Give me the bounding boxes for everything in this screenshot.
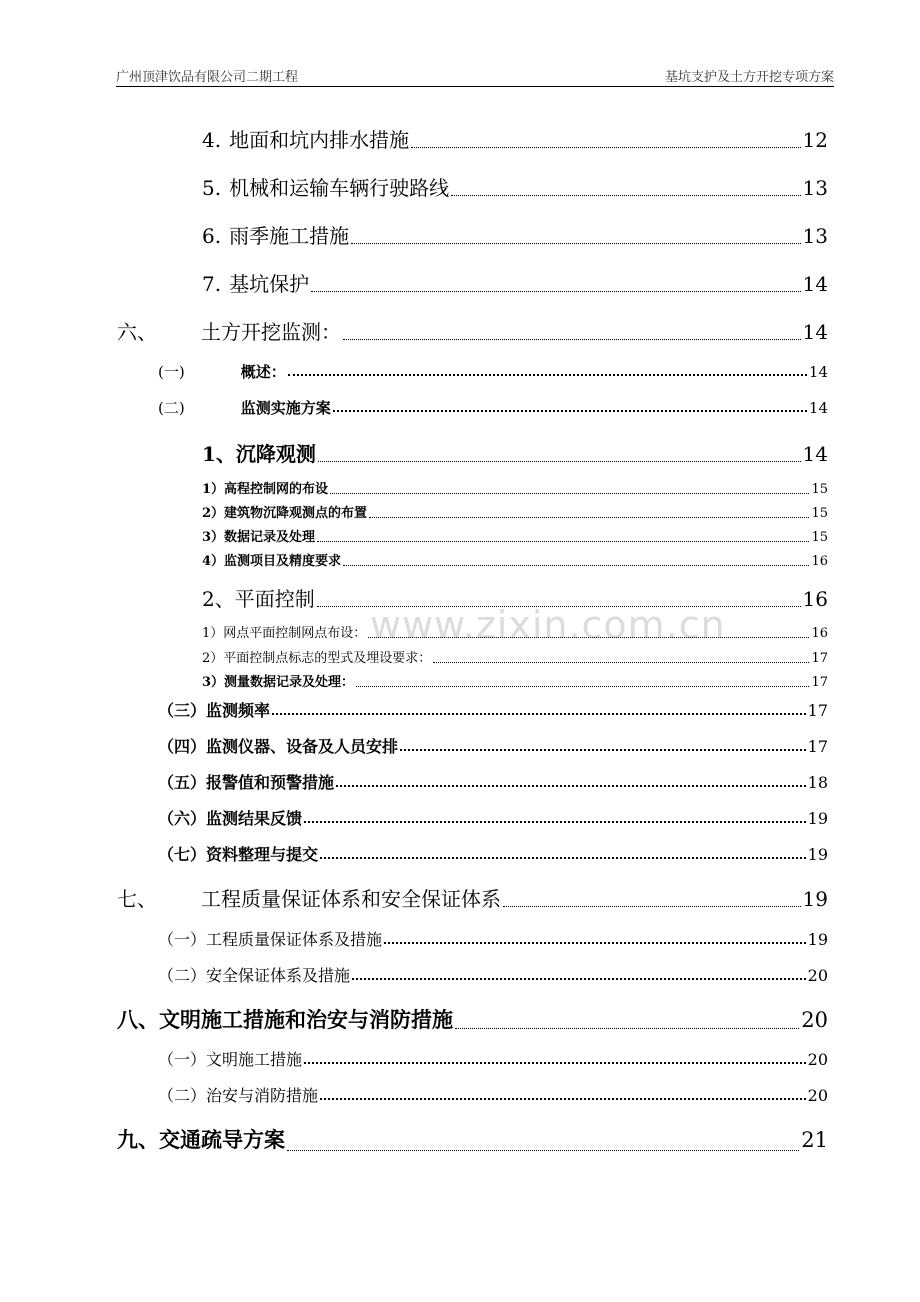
- toc-entry[interactable]: [202, 478, 828, 497]
- toc-entry[interactable]: [117, 1124, 828, 1154]
- toc-title: 建筑物沉降观测点的布置: [224, 506, 368, 521]
- toc-page-number: 15: [811, 506, 828, 521]
- toc-page-number: 15: [811, 482, 828, 497]
- toc-entry[interactable]: [158, 1047, 828, 1070]
- toc-leader: [317, 606, 801, 607]
- toc-title: 工程质量保证体系及措施: [206, 930, 383, 949]
- toc-leader: [451, 195, 800, 196]
- toc-number: 1、: [202, 442, 236, 466]
- toc-number: 七、: [117, 887, 157, 911]
- toc-entry[interactable]: [158, 1083, 828, 1106]
- toc-title: 文明施工措施: [206, 1050, 303, 1069]
- toc-entry[interactable]: [158, 397, 828, 418]
- toc-page-number: 13: [802, 224, 828, 248]
- toc-leader: [317, 541, 809, 542]
- toc-title: 网点平面控制网点布设：: [223, 626, 367, 641]
- toc-page-number: 14: [802, 442, 828, 466]
- toc-title: 报警值和预警措施: [206, 773, 335, 792]
- toc-number: 1）: [202, 482, 225, 497]
- toc-number: 1）: [202, 626, 224, 641]
- header-document-title: 基坑支护及土方开挖专项方案: [664, 70, 834, 85]
- toc-entry[interactable]: [158, 361, 828, 382]
- toc-entry[interactable]: [202, 220, 828, 249]
- toc-number: （三）: [158, 701, 207, 720]
- toc-leader: [369, 517, 809, 518]
- toc-entry[interactable]: [117, 883, 828, 912]
- toc-number: (二): [158, 399, 185, 417]
- toc-entry[interactable]: [117, 1004, 828, 1034]
- toc-number: 六、: [117, 320, 157, 344]
- toc-entry[interactable]: [158, 927, 828, 950]
- toc-entry[interactable]: [202, 172, 828, 201]
- toc-number: 九、: [117, 1127, 159, 1152]
- toc-number: （二）: [158, 1086, 207, 1105]
- toc-entry[interactable]: [202, 647, 828, 666]
- toc-number: 6.: [202, 224, 222, 248]
- toc-page-number: 16: [811, 554, 828, 569]
- toc-leader: [333, 410, 807, 412]
- toc-number: 2、: [202, 587, 235, 611]
- toc-entry[interactable]: [202, 502, 828, 521]
- toc-entry[interactable]: [202, 526, 828, 545]
- toc-entry[interactable]: [158, 734, 828, 757]
- toc-page-number: 17: [807, 701, 828, 720]
- toc-number: 3）: [202, 530, 225, 545]
- toc-page-number: 18: [807, 773, 828, 792]
- toc-title: 资料整理与提交: [206, 845, 319, 864]
- toc-leader: [400, 749, 806, 751]
- toc-entry[interactable]: [202, 622, 828, 641]
- toc-leader: [356, 686, 809, 687]
- toc-page-number: 19: [807, 930, 828, 949]
- toc-leader: [272, 713, 806, 715]
- watermark: www.zixin.com.cn: [370, 603, 726, 647]
- toc-leader: [352, 978, 806, 980]
- toc-number: 4.: [202, 128, 222, 152]
- toc-leader: [336, 785, 806, 787]
- toc-title: 平面控制点标志的型式及埋设要求：: [223, 651, 432, 666]
- toc-number: （五）: [158, 773, 207, 792]
- toc-title: 监测仪器、设备及人员安排: [206, 737, 399, 756]
- toc-number: 八、: [117, 1007, 159, 1032]
- toc-number: 3）: [202, 675, 225, 690]
- toc-title: 治安与消防措施: [206, 1086, 319, 1105]
- toc-title: 平面控制: [234, 587, 315, 611]
- toc-number: 5.: [202, 176, 222, 200]
- toc-page-number: 14: [808, 363, 828, 381]
- toc-page-number: 16: [802, 587, 828, 611]
- toc-page-number: 14: [802, 320, 828, 344]
- toc-entry[interactable]: [202, 438, 828, 467]
- toc-number: 2）: [202, 506, 225, 521]
- toc-title: 沉降观测: [235, 442, 316, 466]
- toc-title: 数据记录及处理: [224, 530, 316, 545]
- toc-entry[interactable]: [202, 671, 828, 690]
- toc-leader: [411, 147, 800, 148]
- toc-leader: [503, 906, 801, 907]
- toc-page-number: 19: [802, 887, 828, 911]
- toc-number: （一）: [158, 930, 207, 949]
- toc-entry[interactable]: [202, 550, 828, 569]
- toc-title: 地面和坑内排水措施: [229, 128, 410, 152]
- toc-leader: [288, 374, 807, 376]
- toc-title: 监测结果反馈: [206, 809, 303, 828]
- toc-leader: [384, 942, 806, 944]
- toc-page-number: 17: [807, 737, 828, 756]
- toc-entry[interactable]: [158, 770, 828, 793]
- toc-entry[interactable]: [202, 268, 828, 297]
- toc-title: 监测频率: [206, 701, 271, 720]
- toc-page-number: 12: [802, 128, 828, 152]
- toc-leader: [287, 1150, 799, 1151]
- toc-title: 工程质量保证体系和安全保证体系: [201, 887, 501, 911]
- toc-page-number: 20: [807, 1050, 828, 1069]
- toc-entry[interactable]: [158, 963, 828, 986]
- toc-page-number: 19: [807, 809, 828, 828]
- toc-page-number: 17: [811, 651, 828, 666]
- toc-leader: [311, 291, 800, 292]
- toc-title: 交通疏导方案: [159, 1127, 285, 1152]
- toc-title: 机械和运输车辆行驶路线: [229, 176, 450, 200]
- toc-page-number: 20: [807, 1086, 828, 1105]
- toc-page-number: 17: [811, 675, 828, 690]
- toc-number: 7.: [202, 272, 222, 296]
- toc-entry[interactable]: [158, 698, 828, 721]
- toc-leader: [330, 493, 809, 494]
- toc-number: （七）: [158, 845, 207, 864]
- toc-number: (一): [158, 363, 185, 381]
- toc-leader: [318, 461, 801, 462]
- header-project-name: 广州顶津饮品有限公司二期工程: [116, 70, 299, 85]
- toc-number: （一）: [158, 1050, 207, 1069]
- toc-page-number: 16: [811, 626, 828, 641]
- toc-leader: [320, 857, 806, 859]
- toc-entry[interactable]: [202, 124, 828, 153]
- toc-title: 监测实施方案: [240, 399, 331, 417]
- toc-title: 高程控制网的布设: [224, 482, 329, 497]
- toc-page-number: 14: [802, 272, 828, 296]
- toc-leader: [343, 565, 809, 566]
- toc-title: 文明施工措施和治安与消防措施: [159, 1007, 453, 1032]
- toc-leader: [304, 1062, 806, 1064]
- toc-leader: [368, 637, 809, 638]
- toc-page-number: 21: [801, 1128, 828, 1152]
- toc-number: 4）: [202, 554, 225, 569]
- toc-page-number: 14: [808, 399, 828, 417]
- toc-number: （六）: [158, 809, 207, 828]
- toc-title: 测量数据记录及处理：: [224, 675, 355, 690]
- toc-page-number: 19: [807, 845, 828, 864]
- toc-page-number: 15: [811, 530, 828, 545]
- toc-number: （四）: [158, 737, 207, 756]
- toc-title: 雨季施工措施: [229, 224, 350, 248]
- toc-entry[interactable]: [158, 806, 828, 829]
- toc-title: 土方开挖监测：: [201, 320, 341, 344]
- toc-entry[interactable]: [202, 583, 828, 612]
- toc-number: （二）: [158, 966, 207, 985]
- toc-page-number: 20: [807, 966, 828, 985]
- toc-leader: [433, 662, 809, 663]
- toc-leader: [304, 821, 806, 823]
- toc-page-number: 20: [801, 1008, 828, 1032]
- toc-entry[interactable]: [117, 316, 828, 345]
- toc-leader: [320, 1098, 806, 1100]
- toc-title: 概述：: [240, 363, 286, 381]
- toc-page-number: 13: [802, 176, 828, 200]
- toc-title: 监测项目及精度要求: [224, 554, 342, 569]
- toc-leader: [343, 339, 801, 340]
- toc-title: 基坑保护: [229, 272, 310, 296]
- page-header: [116, 62, 834, 87]
- toc-leader: [455, 1028, 799, 1029]
- toc-title: 安全保证体系及措施: [206, 966, 351, 985]
- toc-leader: [351, 243, 800, 244]
- toc-entry[interactable]: [158, 842, 828, 865]
- toc-number: 2）: [202, 651, 224, 666]
